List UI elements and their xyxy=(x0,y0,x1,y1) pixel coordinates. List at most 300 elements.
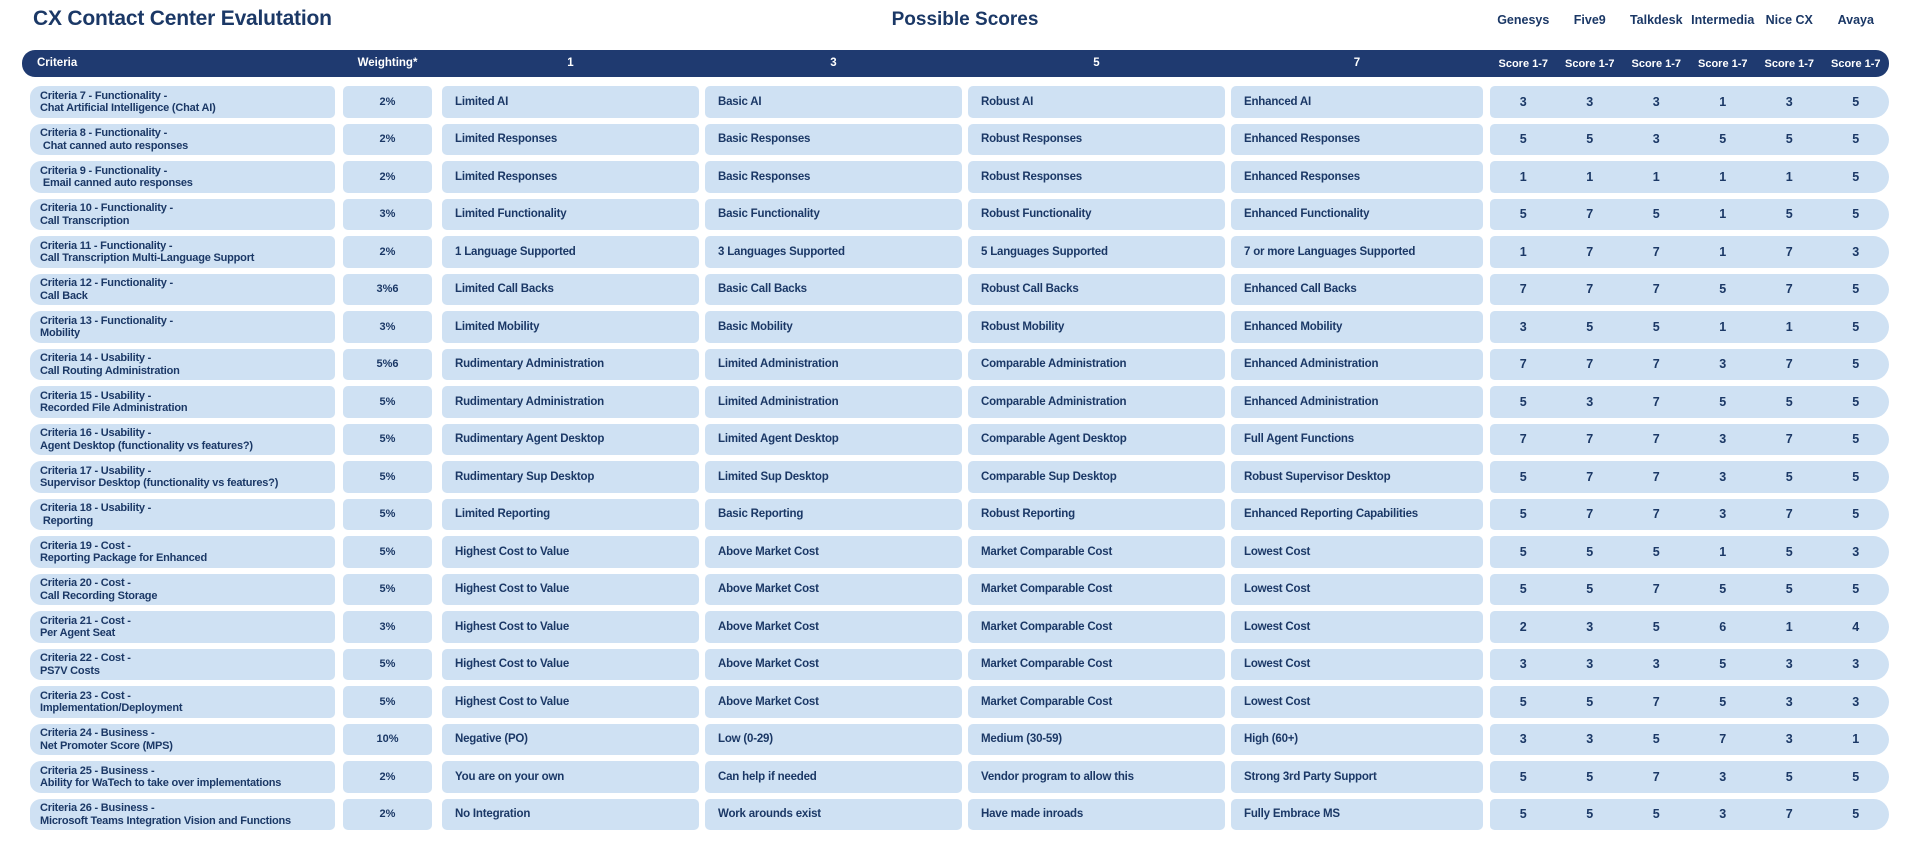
possible-score-5-cell: Market Comparable Cost xyxy=(968,536,1225,568)
table-row xyxy=(22,649,1889,681)
vendor-score-cell-genesys[interactable]: 2 xyxy=(1519,619,1527,634)
possible-score-level-3: 3 xyxy=(830,57,837,69)
vendor-score-cell-genesys[interactable]: 3 xyxy=(1519,657,1527,672)
vendor-score-cell-intermedia[interactable]: 3 xyxy=(1719,357,1727,372)
possible-score-7-cell: Strong 3rd Party Support xyxy=(1231,761,1483,793)
weighting-cell: 10% xyxy=(343,724,432,756)
vendor-score-cell-avaya[interactable]: 5 xyxy=(1852,432,1860,447)
vendor-score-cell-nice-cx[interactable]: 7 xyxy=(1785,432,1793,447)
criteria-cell xyxy=(30,611,335,643)
possible-score-7-cell: Enhanced Mobility xyxy=(1231,311,1483,343)
criteria-line-2: Mobility xyxy=(40,327,80,340)
vendor-scores-bar xyxy=(1490,686,1889,718)
vendor-score-cell-genesys[interactable]: 5 xyxy=(1519,132,1527,147)
weighting-cell: 5% xyxy=(343,386,432,418)
weighting-cell: 3% xyxy=(343,311,432,343)
vendor-score-cell-intermedia[interactable]: 5 xyxy=(1719,394,1727,409)
criteria-line-1: Criteria 10 - Functionality - xyxy=(40,202,173,215)
possible-score-3-cell: Above Market Cost xyxy=(705,574,962,606)
vendor-score-cell-five9[interactable]: 3 xyxy=(1586,94,1594,109)
vendor-score-cell-five9[interactable]: 7 xyxy=(1586,282,1594,297)
possible-score-5-cell: Have made inroads xyxy=(968,799,1225,831)
vendor-score-cell-intermedia[interactable]: 1 xyxy=(1719,244,1727,259)
possible-score-7-cell: Lowest Cost xyxy=(1231,536,1483,568)
vendor-scores-bar xyxy=(1490,536,1889,568)
possible-score-5-cell: Robust Call Backs xyxy=(968,274,1225,306)
vendor-scores-bar xyxy=(1490,499,1889,531)
weighting-cell: 3% xyxy=(343,199,432,231)
vendor-score-cell-genesys[interactable]: 5 xyxy=(1519,207,1527,222)
weighting-cell: 5% xyxy=(343,461,432,493)
vendor-score-cell-intermedia[interactable]: 5 xyxy=(1719,282,1727,297)
vendor-score-cell-talkdesk[interactable]: 3 xyxy=(1652,132,1660,147)
vendor-score-cell-intermedia[interactable]: 3 xyxy=(1719,507,1727,522)
vendor-score-cell-intermedia[interactable]: 5 xyxy=(1719,582,1727,597)
vendor-score-cell-avaya[interactable]: 5 xyxy=(1852,169,1860,184)
weighting-cell: 5%6 xyxy=(343,349,432,381)
vendor-score-cell-genesys[interactable]: 7 xyxy=(1519,432,1527,447)
vendor-score-cell-talkdesk[interactable]: 5 xyxy=(1652,807,1660,822)
possible-score-3-cell: Basic Responses xyxy=(705,161,962,193)
weighting-cell: 5% xyxy=(343,574,432,606)
vendor-score-cell-five9[interactable]: 5 xyxy=(1586,544,1594,559)
vendor-score-cell-five9[interactable]: 7 xyxy=(1586,244,1594,259)
weighting-cell: 3%6 xyxy=(343,274,432,306)
table-row xyxy=(22,461,1889,493)
possible-score-level-7: 7 xyxy=(1353,57,1361,69)
vendor-score-cell-five9[interactable]: 5 xyxy=(1586,694,1594,709)
possible-score-3-cell: Limited Agent Desktop xyxy=(705,424,962,456)
possible-score-5-cell: Comparable Sup Desktop xyxy=(968,461,1225,493)
vendor-score-cell-talkdesk[interactable]: 7 xyxy=(1652,282,1660,297)
vendor-score-cell-nice-cx[interactable]: 5 xyxy=(1785,132,1793,147)
possible-score-3-cell: Above Market Cost xyxy=(705,536,962,568)
table-row xyxy=(22,499,1889,531)
vendor-score-cell-avaya[interactable]: 5 xyxy=(1852,357,1860,372)
vendor-score-cell-talkdesk[interactable]: 5 xyxy=(1652,619,1660,634)
table-row xyxy=(22,161,1889,193)
vendor-score-cell-talkdesk[interactable]: 5 xyxy=(1652,544,1660,559)
possible-score-3-cell: Limited Sup Desktop xyxy=(705,461,962,493)
vendor-score-cell-talkdesk[interactable]: 5 xyxy=(1652,732,1660,747)
weighting-cell: 5% xyxy=(343,686,432,718)
vendor-score-cell-intermedia[interactable]: 7 xyxy=(1719,732,1727,747)
criteria-cell xyxy=(30,799,335,831)
possible-score-3-cell: Basic Reporting xyxy=(705,499,962,531)
vendor-score-cell-five9[interactable]: 7 xyxy=(1586,432,1594,447)
vendor-score-cell-genesys[interactable]: 5 xyxy=(1519,582,1527,597)
possible-score-1-cell: Limited Call Backs xyxy=(442,274,699,306)
vendor-score-cell-avaya[interactable]: 4 xyxy=(1852,619,1860,634)
vendor-column-header-genesys: Genesys xyxy=(1497,13,1550,27)
vendor-score-cell-intermedia[interactable]: 1 xyxy=(1719,207,1727,222)
possible-score-7-cell: Lowest Cost xyxy=(1231,686,1483,718)
criteria-line-1: Criteria 23 - Cost - xyxy=(40,689,131,702)
vendor-scores-bar xyxy=(1490,649,1889,681)
vendor-column-header-intermedia: Intermedia xyxy=(1691,13,1755,27)
vendor-score-cell-intermedia[interactable]: 5 xyxy=(1719,657,1727,672)
vendor-score-cell-genesys[interactable]: 5 xyxy=(1519,469,1527,484)
vendor-score-cell-intermedia[interactable]: 3 xyxy=(1719,469,1727,484)
possible-score-1-cell: Rudimentary Administration xyxy=(442,386,699,418)
vendor-score-cell-genesys[interactable]: 3 xyxy=(1519,94,1527,109)
table-row xyxy=(22,536,1889,568)
vendor-score-cell-five9[interactable]: 5 xyxy=(1586,319,1594,334)
criteria-line-2: Call Routing Administration xyxy=(40,364,180,377)
possible-score-1-cell: Limited Responses xyxy=(442,124,699,156)
vendor-score-cell-five9[interactable]: 7 xyxy=(1586,469,1594,484)
vendor-scores-bar xyxy=(1490,161,1889,193)
vendor-score-cell-talkdesk[interactable]: 7 xyxy=(1652,432,1660,447)
vendor-score-cell-avaya[interactable]: 5 xyxy=(1852,207,1860,222)
possible-score-5-cell: Comparable Administration xyxy=(968,386,1225,418)
possible-score-1-cell: Rudimentary Administration xyxy=(442,349,699,381)
criteria-line-1: Criteria 7 - Functionality - xyxy=(40,89,168,102)
criteria-cell xyxy=(30,124,335,156)
vendor-score-cell-talkdesk[interactable]: 3 xyxy=(1652,94,1660,109)
criteria-line-1: Criteria 21 - Cost - xyxy=(40,614,131,627)
criteria-line-1: Criteria 13 - Functionality - xyxy=(40,314,173,327)
criteria-line-1: Criteria 12 - Functionality - xyxy=(40,277,173,290)
vendor-score-cell-five9[interactable]: 5 xyxy=(1586,582,1594,597)
criteria-cell xyxy=(30,424,335,456)
possible-score-1-cell: Limited Functionality xyxy=(442,199,699,231)
criteria-cell xyxy=(30,574,335,606)
vendor-score-cell-avaya[interactable]: 3 xyxy=(1852,244,1860,259)
vendor-score-cell-talkdesk[interactable]: 5 xyxy=(1652,207,1660,222)
vendor-score-cell-nice-cx[interactable]: 7 xyxy=(1785,807,1793,822)
weighting-cell: 5% xyxy=(343,424,432,456)
possible-score-7-cell: Lowest Cost xyxy=(1231,611,1483,643)
table-row xyxy=(22,236,1889,268)
vendor-score-cell-nice-cx[interactable]: 7 xyxy=(1785,357,1793,372)
vendor-score-cell-nice-cx[interactable]: 7 xyxy=(1785,244,1793,259)
possible-score-3-cell: Above Market Cost xyxy=(705,611,962,643)
vendor-score-cell-talkdesk[interactable]: 7 xyxy=(1652,582,1660,597)
criteria-cell xyxy=(30,236,335,268)
criteria-line-2: Net Promoter Score (MPS) xyxy=(40,739,173,752)
vendor-score-cell-nice-cx[interactable]: 7 xyxy=(1785,507,1793,522)
possible-score-7-cell: High (60+) xyxy=(1231,724,1483,756)
table-row xyxy=(22,199,1889,231)
possible-score-5-cell: Vendor program to allow this xyxy=(968,761,1225,793)
vendor-score-cell-talkdesk[interactable]: 7 xyxy=(1652,694,1660,709)
possible-score-1-cell: You are on your own xyxy=(442,761,699,793)
criteria-line-1: Criteria 8 - Functionality - xyxy=(40,127,168,140)
possible-score-7-cell: 7 or more Languages Supported xyxy=(1231,236,1483,268)
vendor-score-cell-avaya[interactable]: 5 xyxy=(1852,469,1860,484)
possible-score-5-cell: Robust Responses xyxy=(968,161,1225,193)
vendor-scores-bar xyxy=(1490,349,1889,381)
vendor-score-cell-five9[interactable]: 7 xyxy=(1586,207,1594,222)
vendor-score-cell-genesys[interactable]: 1 xyxy=(1519,244,1527,259)
table-row xyxy=(22,761,1889,793)
vendor-score-header-nice-cx: Score 1-7 xyxy=(1764,57,1815,70)
vendor-header-row xyxy=(1490,13,1889,27)
vendor-score-cell-five9[interactable]: 5 xyxy=(1586,807,1594,822)
vendor-score-cell-five9[interactable]: 7 xyxy=(1586,507,1594,522)
vendor-score-cell-nice-cx[interactable]: 3 xyxy=(1785,694,1793,709)
possible-score-5-cell: Robust Responses xyxy=(968,124,1225,156)
vendor-score-cell-avaya[interactable]: 5 xyxy=(1852,282,1860,297)
vendor-score-cell-genesys[interactable]: 3 xyxy=(1519,732,1527,747)
criteria-line-1: Criteria 22 - Cost - xyxy=(40,652,131,665)
table-row xyxy=(22,724,1889,756)
criteria-line-2: Per Agent Seat xyxy=(40,627,116,640)
vendor-score-cell-nice-cx[interactable]: 7 xyxy=(1785,282,1793,297)
vendor-score-cell-nice-cx[interactable]: 1 xyxy=(1785,619,1793,634)
criteria-cell xyxy=(30,86,335,118)
criteria-line-2: Chat Artificial Intelligence (Chat AI) xyxy=(40,102,216,115)
possible-score-5-cell: Comparable Administration xyxy=(968,349,1225,381)
vendor-score-header-genesys: Score 1-7 xyxy=(1498,57,1549,70)
vendor-score-cell-avaya[interactable]: 3 xyxy=(1852,657,1860,672)
vendor-score-header-talkdesk: Score 1-7 xyxy=(1631,57,1682,70)
table-row xyxy=(22,349,1889,381)
vendor-column-header-five9: Five9 xyxy=(1573,13,1606,27)
table-row xyxy=(22,424,1889,456)
vendor-score-cell-intermedia[interactable]: 5 xyxy=(1719,132,1727,147)
criteria-cell xyxy=(30,161,335,193)
possible-score-7-cell: Enhanced AI xyxy=(1231,86,1483,118)
vendor-score-cell-intermedia[interactable]: 3 xyxy=(1719,807,1727,822)
vendor-score-cell-nice-cx[interactable]: 3 xyxy=(1785,657,1793,672)
vendor-score-cell-talkdesk[interactable]: 3 xyxy=(1652,657,1660,672)
vendor-score-cell-avaya[interactable]: 3 xyxy=(1852,544,1860,559)
possible-score-7-cell: Enhanced Responses xyxy=(1231,124,1483,156)
possible-score-7-cell: Enhanced Reporting Capabilities xyxy=(1231,499,1483,531)
vendor-score-cell-intermedia[interactable]: 1 xyxy=(1719,544,1727,559)
vendor-score-cell-avaya[interactable]: 5 xyxy=(1852,769,1860,784)
possible-score-1-cell: Limited AI xyxy=(442,86,699,118)
criteria-cell xyxy=(30,686,335,718)
vendor-score-cell-genesys[interactable]: 1 xyxy=(1519,169,1527,184)
vendor-score-cell-five9[interactable]: 3 xyxy=(1586,657,1594,672)
possible-score-1-cell: No Integration xyxy=(442,799,699,831)
possible-score-5-cell: Robust Mobility xyxy=(968,311,1225,343)
vendor-score-cell-genesys[interactable]: 3 xyxy=(1519,319,1527,334)
weighting-cell: 5% xyxy=(343,536,432,568)
possible-score-7-cell: Enhanced Administration xyxy=(1231,349,1483,381)
vendor-score-cell-nice-cx[interactable]: 5 xyxy=(1785,582,1793,597)
table-row xyxy=(22,86,1889,118)
vendor-score-cell-talkdesk[interactable]: 5 xyxy=(1652,319,1660,334)
criteria-line-1: Criteria 26 - Business - xyxy=(40,802,155,815)
criteria-cell xyxy=(30,274,335,306)
possible-score-1-cell: Limited Reporting xyxy=(442,499,699,531)
criteria-column-header: Criteria xyxy=(37,57,78,69)
possible-score-7-cell: Lowest Cost xyxy=(1231,649,1483,681)
possible-score-1-cell: Rudimentary Agent Desktop xyxy=(442,424,699,456)
possible-score-1-cell: Highest Cost to Value xyxy=(442,686,699,718)
vendor-score-cell-talkdesk[interactable]: 7 xyxy=(1652,469,1660,484)
possible-score-3-cell: Low (0-29) xyxy=(705,724,962,756)
vendor-score-cell-nice-cx[interactable]: 5 xyxy=(1785,544,1793,559)
criteria-line-1: Criteria 18 - Usability - xyxy=(40,502,152,515)
possible-score-7-cell: Robust Supervisor Desktop xyxy=(1231,461,1483,493)
possible-score-5-cell: 5 Languages Supported xyxy=(968,236,1225,268)
vendor-score-cell-talkdesk[interactable]: 7 xyxy=(1652,507,1660,522)
vendor-score-cell-avaya[interactable]: 5 xyxy=(1852,582,1860,597)
criteria-line-2: Call Recording Storage xyxy=(40,589,158,602)
table-row xyxy=(22,274,1889,306)
vendor-score-cell-nice-cx[interactable]: 3 xyxy=(1785,94,1793,109)
weighting-cell: 5% xyxy=(343,649,432,681)
possible-score-5-cell: Comparable Agent Desktop xyxy=(968,424,1225,456)
criteria-cell xyxy=(30,199,335,231)
vendor-score-cell-intermedia[interactable]: 1 xyxy=(1719,169,1727,184)
evaluation-table-body xyxy=(22,86,1889,836)
vendor-score-cell-genesys[interactable]: 7 xyxy=(1519,282,1527,297)
possible-score-7-cell: Full Agent Functions xyxy=(1231,424,1483,456)
vendor-score-cell-intermedia[interactable]: 1 xyxy=(1719,319,1727,334)
possible-score-5-cell: Robust AI xyxy=(968,86,1225,118)
possible-score-3-cell: Basic Call Backs xyxy=(705,274,962,306)
weighting-cell: 2% xyxy=(343,124,432,156)
vendor-score-header-five9: Score 1-7 xyxy=(1564,57,1615,70)
vendor-scores-bar xyxy=(1490,724,1889,756)
vendor-column-header-nice-cx: Nice CX xyxy=(1765,13,1813,27)
weighting-column-header: Weighting* xyxy=(357,57,418,69)
possible-score-3-cell: Basic AI xyxy=(705,86,962,118)
vendor-score-cell-intermedia[interactable]: 3 xyxy=(1719,769,1727,784)
criteria-line-2: PS7V Costs xyxy=(40,664,100,677)
vendor-score-cell-genesys[interactable]: 5 xyxy=(1519,694,1527,709)
possible-score-7-cell: Enhanced Administration xyxy=(1231,386,1483,418)
vendor-scores-bar xyxy=(1490,311,1889,343)
vendor-score-cell-nice-cx[interactable]: 5 xyxy=(1785,207,1793,222)
vendor-score-cell-nice-cx[interactable]: 5 xyxy=(1785,769,1793,784)
vendor-scores-bar xyxy=(1490,574,1889,606)
possible-score-1-cell: Highest Cost to Value xyxy=(442,536,699,568)
criteria-cell xyxy=(30,536,335,568)
vendor-score-cell-five9[interactable]: 1 xyxy=(1586,169,1594,184)
criteria-line-1: Criteria 20 - Cost - xyxy=(40,577,131,590)
vendor-score-cell-intermedia[interactable]: 6 xyxy=(1719,619,1727,634)
possible-score-7-cell: Enhanced Responses xyxy=(1231,161,1483,193)
vendor-score-cell-avaya[interactable]: 1 xyxy=(1852,732,1860,747)
criteria-line-1: Criteria 24 - Business - xyxy=(40,727,155,740)
possible-score-3-cell: Work arounds exist xyxy=(705,799,962,831)
vendor-scores-bar xyxy=(1490,86,1889,118)
vendor-score-cell-genesys[interactable]: 5 xyxy=(1519,769,1527,784)
vendor-score-cell-avaya[interactable]: 5 xyxy=(1852,132,1860,147)
vendor-score-cell-genesys[interactable]: 5 xyxy=(1519,807,1527,822)
vendor-score-cell-avaya[interactable]: 5 xyxy=(1852,807,1860,822)
vendor-score-cell-talkdesk[interactable]: 7 xyxy=(1652,244,1660,259)
vendor-score-cell-five9[interactable]: 3 xyxy=(1586,619,1594,634)
vendor-score-cell-talkdesk[interactable]: 7 xyxy=(1652,394,1660,409)
possible-score-level-5: 5 xyxy=(1093,57,1100,69)
vendor-scores-bar xyxy=(1490,761,1889,793)
possible-score-1-cell: Rudimentary Sup Desktop xyxy=(442,461,699,493)
vendor-scores-bar xyxy=(1490,124,1889,156)
vendor-score-cell-five9[interactable]: 7 xyxy=(1586,357,1594,372)
criteria-line-2: Ability for WaTech to take over implementations xyxy=(40,777,282,790)
table-header-bar xyxy=(22,50,1889,77)
weighting-cell: 2% xyxy=(343,799,432,831)
criteria-line-2: Supervisor Desktop (functionality vs features?) xyxy=(40,477,279,490)
criteria-line-1: Criteria 16 - Usability - xyxy=(40,427,152,440)
vendor-score-cell-five9[interactable]: 5 xyxy=(1586,132,1594,147)
criteria-line-1: Criteria 14 - Usability - xyxy=(40,352,152,365)
vendor-score-cell-five9[interactable]: 3 xyxy=(1586,394,1594,409)
vendor-score-cell-intermedia[interactable]: 5 xyxy=(1719,694,1727,709)
possible-score-3-cell: Basic Mobility xyxy=(705,311,962,343)
table-row xyxy=(22,611,1889,643)
vendor-score-cell-genesys[interactable]: 7 xyxy=(1519,357,1527,372)
possible-score-7-cell: Enhanced Call Backs xyxy=(1231,274,1483,306)
page-title: CX Contact Center Evalutation xyxy=(33,7,332,30)
vendor-column-header-talkdesk: Talkdesk xyxy=(1629,13,1683,27)
vendor-score-cell-avaya[interactable]: 5 xyxy=(1852,394,1860,409)
vendor-score-cell-genesys[interactable]: 5 xyxy=(1519,394,1527,409)
criteria-line-2: Agent Desktop (functionality vs features?) xyxy=(40,439,253,452)
criteria-cell xyxy=(30,386,335,418)
vendor-score-cell-nice-cx[interactable]: 1 xyxy=(1785,319,1793,334)
vendor-score-cell-intermedia[interactable]: 3 xyxy=(1719,432,1727,447)
possible-score-1-cell: Highest Cost to Value xyxy=(442,649,699,681)
vendor-score-cell-nice-cx[interactable]: 1 xyxy=(1785,169,1793,184)
vendor-scores-bar xyxy=(1490,611,1889,643)
criteria-cell xyxy=(30,461,335,493)
possible-score-5-cell: Medium (30-59) xyxy=(968,724,1225,756)
possible-score-3-cell: Limited Administration xyxy=(705,386,962,418)
vendor-score-cell-nice-cx[interactable]: 5 xyxy=(1785,394,1793,409)
weighting-cell: 3% xyxy=(343,611,432,643)
vendor-score-cell-nice-cx[interactable]: 5 xyxy=(1785,469,1793,484)
weighting-cell: 2% xyxy=(343,236,432,268)
vendor-score-cell-talkdesk[interactable]: 7 xyxy=(1652,357,1660,372)
possible-score-7-cell: Lowest Cost xyxy=(1231,574,1483,606)
possible-score-5-cell: Market Comparable Cost xyxy=(968,649,1225,681)
possible-score-3-cell: Basic Responses xyxy=(705,124,962,156)
possible-score-5-cell: Robust Reporting xyxy=(968,499,1225,531)
weighting-cell: 2% xyxy=(343,761,432,793)
vendor-score-cell-talkdesk[interactable]: 7 xyxy=(1652,769,1660,784)
vendor-score-cell-genesys[interactable]: 5 xyxy=(1519,544,1527,559)
possible-scores-title: Possible Scores xyxy=(891,9,1039,30)
vendor-score-cell-avaya[interactable]: 5 xyxy=(1852,94,1860,109)
vendor-score-cell-nice-cx[interactable]: 3 xyxy=(1785,732,1793,747)
possible-score-1-cell: Highest Cost to Value xyxy=(442,574,699,606)
criteria-line-2: Call Back xyxy=(40,289,88,302)
criteria-line-1: Criteria 25 - Business - xyxy=(40,764,155,777)
possible-score-5-cell: Market Comparable Cost xyxy=(968,686,1225,718)
vendor-scores-bar xyxy=(1490,461,1889,493)
criteria-line-2: Microsoft Teams Integration Vision and Functions xyxy=(40,814,291,827)
possible-score-3-cell: Above Market Cost xyxy=(705,649,962,681)
vendor-score-cell-avaya[interactable]: 5 xyxy=(1852,507,1860,522)
vendor-column-header-avaya: Avaya xyxy=(1837,13,1874,27)
vendor-scores-bar xyxy=(1490,386,1889,418)
criteria-line-1: Criteria 19 - Cost - xyxy=(40,539,131,552)
criteria-line-2: Call Transcription Multi-Language Support xyxy=(40,252,255,265)
vendor-score-cell-genesys[interactable]: 5 xyxy=(1519,507,1527,522)
vendor-score-cell-talkdesk[interactable]: 1 xyxy=(1652,169,1660,184)
vendor-score-cell-five9[interactable]: 3 xyxy=(1586,732,1594,747)
vendor-score-cell-five9[interactable]: 5 xyxy=(1586,769,1594,784)
vendor-score-cell-avaya[interactable]: 3 xyxy=(1852,694,1860,709)
weighting-cell: 2% xyxy=(343,161,432,193)
criteria-line-2: Email canned auto responses xyxy=(40,177,193,190)
vendor-score-cell-intermedia[interactable]: 1 xyxy=(1719,94,1727,109)
table-row xyxy=(22,574,1889,606)
possible-score-1-cell: Highest Cost to Value xyxy=(442,611,699,643)
possible-score-3-cell: Can help if needed xyxy=(705,761,962,793)
vendor-score-cell-avaya[interactable]: 5 xyxy=(1852,319,1860,334)
possible-score-5-cell: Market Comparable Cost xyxy=(968,611,1225,643)
